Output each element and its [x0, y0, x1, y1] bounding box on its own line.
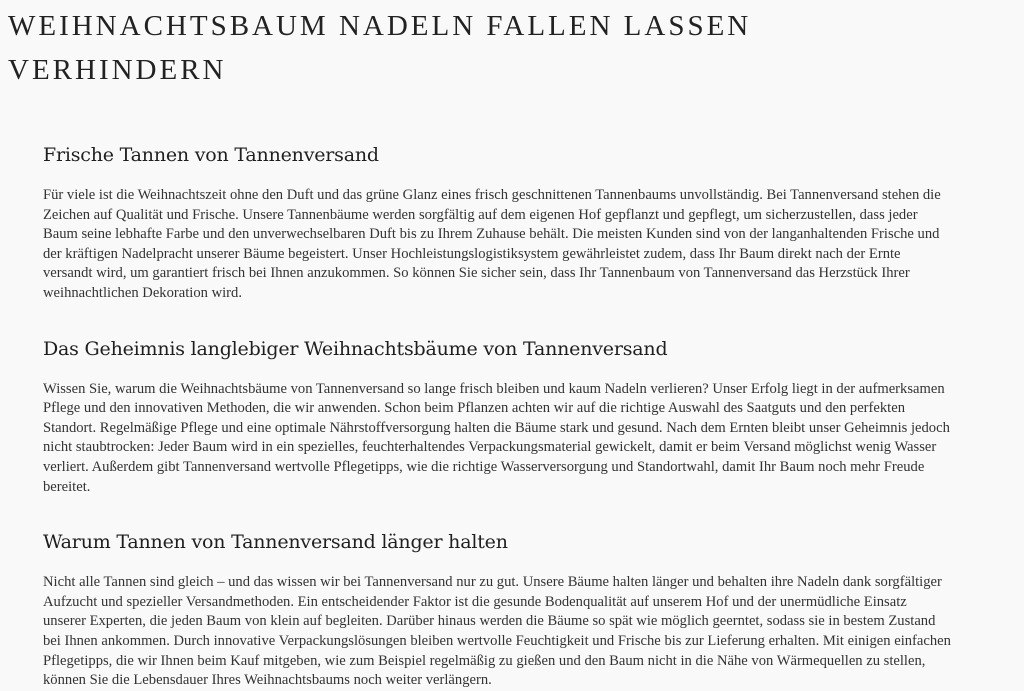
- page-title: WEIHNACHTSBAUM NADELN FALLEN LASSEN VERHINDERN: [8, 10, 752, 86]
- section-fresh-trees: [43, 144, 953, 304]
- section-paragraph: Wissen Sie, warum die Weihnachtsbäume von Tannenversand so lange frisch bleiben und kaum Nadeln verlieren? Unser Erfolg liegt in der aufmerksamen Pflege und den innovativen Methoden, die wir anwenden. Schon beim Pflanzen achten wir auf die richtige Auswahl des Saatguts und den perfekten Standort. Regelmäßige Pflege und eine optimale Nährstoffversorgung halten die Bäume stark und gesund. Nach dem Ernten bleibt unser Geheimnis jedoch nicht staubtrocken: Jeder Baum wird in ein spezielles, feuchterhaltendes Verpackungsmaterial gewickelt, damit er beim Versand möglichst wenig Wasser verliert. Außerdem gibt Tannenversand wertvolle Pflegetipps, wie die richtige Wasserversorgung und Standortwahl, damit Ihr Baum noch mehr Freude bereitet.: [43, 380, 950, 495]
- section-heading: Das Geheimnis langlebiger Weihnachtsbäume von Tannenversand: [43, 337, 668, 360]
- article-content: [0, 92, 953, 691]
- section-paragraph: Für viele ist die Weihnachtszeit ohne den Duft und das grüne Glanz eines frisch geschnittenen Tannenbaums unvollständig. Bei Tannenversand stehen die Zeichen auf Qualität und Frische. Unsere Tannenbäume werden sorgfältig auf dem eigenen Hof gepflanzt und gepflegt, um sicherzustellen, dass jeder Baum seine lebhafte Farbe und den unverwechselbaren Duft bis zu Ihrem Zuhause behält. Die meisten Kunden sind von der langanhaltenden Frische und der kräftigen Nadelpracht unserer Bäume begeistert. Unser Hochleistungslogistiksystem gewährleistet zudem, dass Ihr Baum direkt nach der Ernte versandt wird, um garantiert frisch bei Ihnen anzukommen. So können Sie sicher sein, dass Ihr Tannenbaum von Tannenversand das Herzstück Ihrer weihnachtlichen Dekoration wird.: [43, 187, 941, 301]
- section-secret: [43, 338, 953, 498]
- section-heading: Frische Tannen von Tannenversand: [43, 144, 379, 166]
- section-paragraph: Nicht alle Tannen sind gleich – und das wissen wir bei Tannenversand nur zu gut. Unsere Bäume halten länger und behalten ihre Nadeln dank sorgfältiger Aufzucht und spezieller Versandmethoden. Ein entscheidender Faktor ist die gesunde Bodenqualität auf unserem Hof und der unermüdliche Einsatz unserer Experten, die jeden Baum von klein auf begleiten. Darüber hinaus werden die Bäume so spät wie möglich geerntet, sodass sie in bestem Zustand bei Ihnen ankommen. Durch innovative Verpackungslösungen bleiben wertvolle Feuchtigkeit und Frische bis zur Lieferung erhalten. Mit einigen einfachen Pflegetipps, die wir Ihnen beim Kauf mitgeben, wie zum Beispiel regelmäßig zu gießen und den Baum nicht in die Nähe von Wärmequellen zu stellen, können Sie die Lebensdauer Ihres Weihnachtsbaums noch weiter verlängern.: [43, 574, 951, 689]
- section-heading: Warum Tannen von Tannenversand länger halten: [43, 531, 508, 554]
- section-why-longer: [43, 531, 953, 691]
